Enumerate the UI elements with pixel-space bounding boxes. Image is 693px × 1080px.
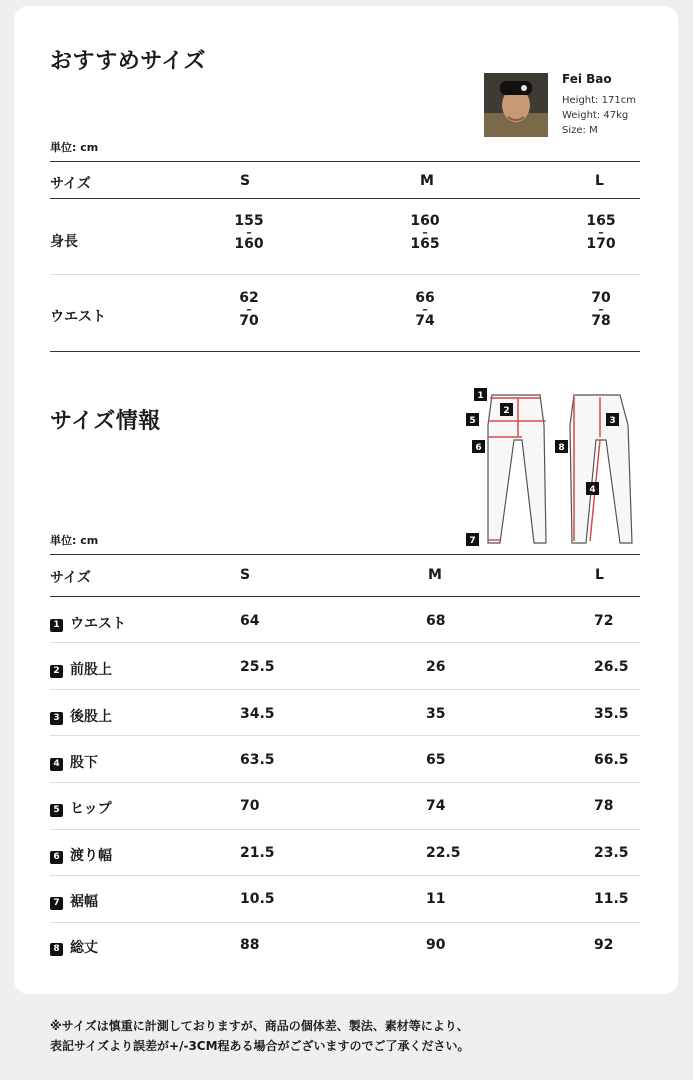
table-rule bbox=[50, 554, 640, 555]
table-rule bbox=[50, 351, 640, 352]
model-size: Size: M bbox=[562, 125, 598, 136]
row-label-waist: ウエスト bbox=[50, 309, 106, 325]
range-cell: 160 – 165 bbox=[410, 213, 440, 252]
row-divider bbox=[50, 689, 640, 690]
range-cell: 70 – 78 bbox=[591, 290, 611, 329]
model-name: Fei Bao bbox=[562, 72, 612, 86]
table-rule bbox=[50, 596, 640, 597]
diagram-mark-2: 2 bbox=[503, 406, 510, 416]
diagram-mark-7: 7 bbox=[469, 536, 476, 546]
header-size: サイズ bbox=[50, 570, 91, 586]
header-l: L bbox=[595, 173, 604, 189]
footer-note bbox=[50, 1016, 660, 1056]
row-number-badge: 2 bbox=[50, 665, 63, 678]
model-height: Height: 171cm bbox=[562, 95, 636, 106]
row-number-badge: 4 bbox=[50, 758, 63, 771]
row-divider bbox=[50, 642, 640, 643]
diagram-mark-4: 4 bbox=[589, 485, 596, 495]
row-number-badge: 1 bbox=[50, 619, 63, 632]
range-cell: 165 – 170 bbox=[586, 213, 616, 252]
row-number-badge: 8 bbox=[50, 943, 63, 956]
row-divider bbox=[50, 922, 640, 923]
model-photo bbox=[484, 73, 548, 137]
recommended-size-title: おすすめサイズ bbox=[50, 49, 206, 74]
row-number-badge: 3 bbox=[50, 712, 63, 725]
row-number-badge: 7 bbox=[50, 897, 63, 910]
header-s: S bbox=[240, 567, 251, 583]
table-rule bbox=[50, 198, 640, 199]
diagram-mark-8: 8 bbox=[558, 443, 565, 453]
diagram-mark-3: 3 bbox=[609, 416, 616, 426]
row-number-badge: 6 bbox=[50, 851, 63, 864]
table-rule bbox=[50, 161, 640, 162]
row-divider bbox=[50, 782, 640, 783]
row-label-height: 身長 bbox=[50, 234, 78, 250]
model-weight: Weight: 47kg bbox=[562, 110, 629, 121]
header-m: M bbox=[428, 567, 442, 583]
diagram-mark-1: 1 bbox=[477, 391, 484, 401]
unit-label: 単位: cm bbox=[50, 141, 99, 154]
footer-note-line-1: ※サイズは慎重に計測しておりますが、商品の個体差、製法、素材等により、 bbox=[50, 1019, 469, 1033]
header-l: L bbox=[595, 567, 604, 583]
header-m: M bbox=[420, 173, 434, 189]
diagram-mark-6: 6 bbox=[475, 443, 482, 453]
range-cell: 155 – 160 bbox=[234, 213, 264, 252]
footer-note-line-2: 表記サイズより誤差が+/-3CM程ある場合がございますのでご了承ください。 bbox=[50, 1039, 470, 1053]
size-info-title: サイズ情報 bbox=[50, 409, 161, 434]
range-cell: 66 – 74 bbox=[415, 290, 435, 329]
pants-diagram bbox=[462, 385, 642, 555]
row-divider bbox=[50, 735, 640, 736]
range-cell: 62 – 70 bbox=[239, 290, 259, 329]
row-divider bbox=[50, 274, 640, 275]
diagram-mark-5: 5 bbox=[469, 416, 476, 426]
row-number-badge: 5 bbox=[50, 804, 63, 817]
row-divider bbox=[50, 875, 640, 876]
unit-label: 単位: cm bbox=[50, 534, 99, 547]
header-size: サイズ bbox=[50, 176, 91, 192]
header-s: S bbox=[240, 173, 251, 189]
row-divider bbox=[50, 829, 640, 830]
